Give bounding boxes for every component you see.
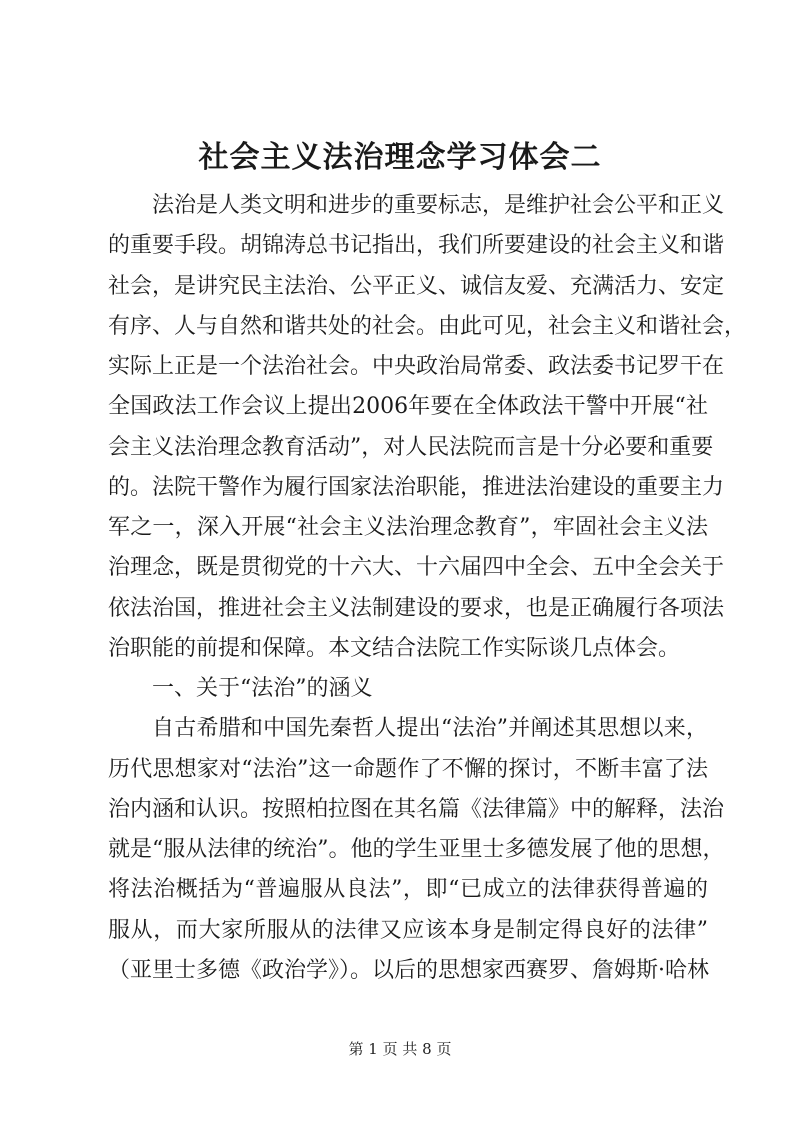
text-line: 法治是人类文明和进步的重要标志，是维护社会公平和正义	[152, 193, 725, 218]
body-text	[108, 186, 747, 991]
text-line: 治理念，既是贯彻党的十六大、十六届四中全会、五中全会关于	[108, 555, 725, 581]
page-footer: 第 1 页 共 8 页	[348, 1040, 452, 1058]
page-title: 社会主义法治理念学习体会二	[198, 140, 602, 175]
text-line: 有序、人与自然和谐共处的社会。由此可见，社会主义和谐社会，	[108, 313, 747, 339]
text-line: 将法治概括为“普遍服从良法”，即“已成立的法律获得普遍的	[108, 877, 708, 903]
text-line: 的。法院干警作为履行国家法治职能，推进法治建设的重要主力	[108, 474, 725, 500]
text-line: 社会，是讲究民主法治、公平正义、诚信友爱、充满活力、安定	[108, 273, 725, 299]
text-line: 就是“服从法律的统治”。他的学生亚里士多德发展了他的思想，	[108, 837, 725, 862]
text-line: 军之一，深入开展“社会主义法治理念教育”，牢固社会主义法	[108, 515, 708, 540]
text-line: （亚里士多德《政治学》）。以后的思想家西赛罗、詹姆斯·哈林	[108, 957, 709, 983]
section-heading: 一、关于“法治”的涵义	[152, 676, 373, 701]
text-line: 治内涵和认识。按照柏拉图在其名篇《法律篇》中的解释，法治	[108, 796, 725, 822]
text-line: 会主义法治理念教育活动”，对人民法院而言是十分必要和重要	[108, 434, 714, 460]
text-line: 全国政法工作会议上提出2006年要在全体政法干警中开展“社	[108, 394, 708, 420]
text-line: 的重要手段。胡锦涛总书记指出，我们所要建设的社会主义和谐	[108, 233, 725, 259]
text-line: 自古希腊和中国先秦哲人提出“法治”并阐述其思想以来，	[152, 716, 708, 742]
text-line: 治职能的前提和保障。本文结合法院工作实际谈几点体会。	[108, 635, 681, 661]
text-line: 服从，而大家所服从的法律又应该本身是制定得良好的法律”	[108, 917, 708, 943]
text-line: 历代思想家对“法治”这一命题作了不懈的探讨，不断丰富了法	[108, 756, 708, 782]
text-line: 实际上正是一个法治社会。中央政治局常委、政法委书记罗干在	[108, 354, 725, 379]
text-line: 依法治国，推进社会主义法制建设的要求，也是正确履行各项法	[108, 595, 725, 621]
